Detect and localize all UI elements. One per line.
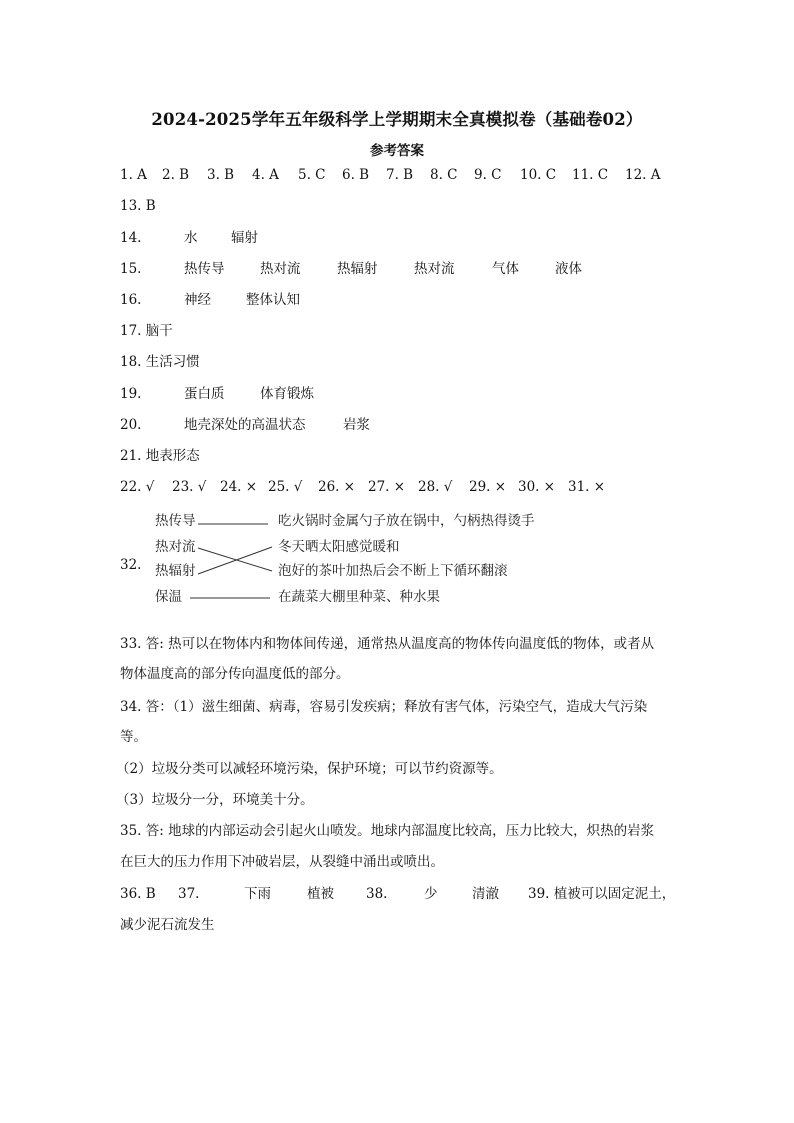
- answer-text: 33. 答: 热可以在物体内和物体间传递，通常热从温度高的物体传向温度低的物体，或者从: [120, 636, 655, 652]
- answer-q7: 7. B: [386, 167, 414, 183]
- answer-q29: 29. ×: [469, 479, 507, 495]
- question-number: 37.: [178, 886, 200, 902]
- question-number: 20.: [120, 417, 142, 433]
- answer-q5: 5. C: [298, 167, 326, 183]
- blank-answer: 岩浆: [343, 417, 370, 433]
- blank-answer: 蛋白质: [184, 386, 225, 402]
- match-left-item: 热传导: [155, 513, 196, 529]
- answer-q17: 17. 脑干: [120, 323, 173, 339]
- answer-q9: 9. C: [474, 167, 502, 183]
- answer-q22: 22. √: [120, 479, 155, 495]
- answer-q10: 10. C: [520, 167, 557, 183]
- answer-q39: 39. 植被可以固定泥土，: [528, 886, 676, 902]
- match-right-item: 在蔬菜大棚里种菜、种水果: [278, 589, 440, 605]
- answer-q2: 2. B: [162, 167, 190, 183]
- page-subtitle: 参考答案: [370, 143, 424, 159]
- answer-q30: 30. ×: [518, 479, 556, 495]
- blank-answer: 辐射: [231, 230, 258, 246]
- answer-q3: 3. B: [207, 167, 235, 183]
- answer-q24: 24. ×: [220, 479, 258, 495]
- blank-answer: 神经: [184, 292, 211, 308]
- match-left-item: 保温: [155, 589, 182, 605]
- match-right-item: 吃火锅时金属勺子放在锅中，勺柄热得烫手: [278, 513, 535, 529]
- question-number: 15.: [120, 261, 142, 277]
- blank-answer: 水: [184, 230, 198, 246]
- answer-q27: 27. ×: [368, 479, 406, 495]
- blank-answer: 热对流: [414, 261, 455, 277]
- match-left-item: 热辐射: [155, 563, 196, 579]
- blank-answer: 热辐射: [337, 261, 378, 277]
- match-left-item: 热对流: [155, 539, 196, 555]
- blank-answer: 气体: [492, 261, 519, 277]
- answer-q18: 18. 生活习惯: [120, 354, 200, 370]
- answer-text: 物体温度高的部分传向温度低的部分。: [120, 666, 350, 682]
- answer-q21: 21. 地表形态: [120, 448, 200, 464]
- question-number: 14.: [120, 230, 142, 246]
- blank-answer: 植被: [307, 886, 334, 902]
- blank-answer: 体育锻炼: [260, 386, 314, 402]
- answer-q13: 13. B: [120, 198, 156, 214]
- answer-q11: 11. C: [572, 167, 609, 183]
- question-number: 38.: [366, 886, 388, 902]
- answer-q39-cont: 减少泥石流发生: [120, 917, 215, 933]
- blank-answer: 液体: [555, 261, 582, 277]
- page-title: 2024-2025学年五年级科学上学期期末全真模拟卷（基础卷02）: [151, 110, 643, 129]
- answer-q31: 31. ×: [568, 479, 606, 495]
- answer-q25: 25. √: [268, 479, 303, 495]
- blank-answer: 热对流: [260, 261, 301, 277]
- question-number: 19.: [120, 386, 142, 402]
- answer-q36: 36. B: [120, 886, 156, 902]
- question-number-32: 32.: [120, 557, 142, 573]
- answer-q12: 12. A: [625, 167, 661, 183]
- blank-answer: 地壳深处的高温状态: [184, 417, 306, 433]
- answer-q26: 26. ×: [318, 479, 356, 495]
- answer-q8: 8. C: [430, 167, 458, 183]
- answer-q1: 1. A: [120, 167, 147, 183]
- answer-q23: 23. √: [172, 479, 207, 495]
- blank-answer: 热传导: [184, 261, 225, 277]
- answer-text: （2）垃圾分类可以减轻环境污染，保护环境；可以节约资源等。: [116, 761, 503, 777]
- blank-answer: 下雨: [244, 886, 271, 902]
- answer-text: 34. 答：（1）滋生细菌、病毒，容易引发疾病；释放有害气体，污染空气，造成大气污染: [120, 699, 648, 715]
- answer-q4: 4. A: [252, 167, 279, 183]
- answer-text: 等。: [120, 729, 147, 745]
- answer-text: （3）垃圾分一分，环境美十分。: [116, 792, 314, 808]
- answer-text: 在巨大的压力作用下冲破岩层，从裂缝中涌出或喷出。: [120, 854, 444, 870]
- answer-q28: 28. √: [418, 479, 453, 495]
- answer-q6: 6. B: [342, 167, 370, 183]
- answer-text: 35. 答: 地球的内部运动会引起火山喷发。地球内部温度比较高，压力比较大，炽热的岩浆: [120, 823, 655, 839]
- blank-answer: 整体认知: [246, 292, 300, 308]
- match-right-item: 冬天晒太阳感觉暖和: [278, 539, 400, 555]
- blank-answer: 清澈: [472, 886, 499, 902]
- blank-answer: 少: [424, 886, 438, 902]
- match-right-item: 泡好的茶叶加热后会不断上下循环翻滚: [278, 563, 508, 579]
- question-number: 16.: [120, 292, 142, 308]
